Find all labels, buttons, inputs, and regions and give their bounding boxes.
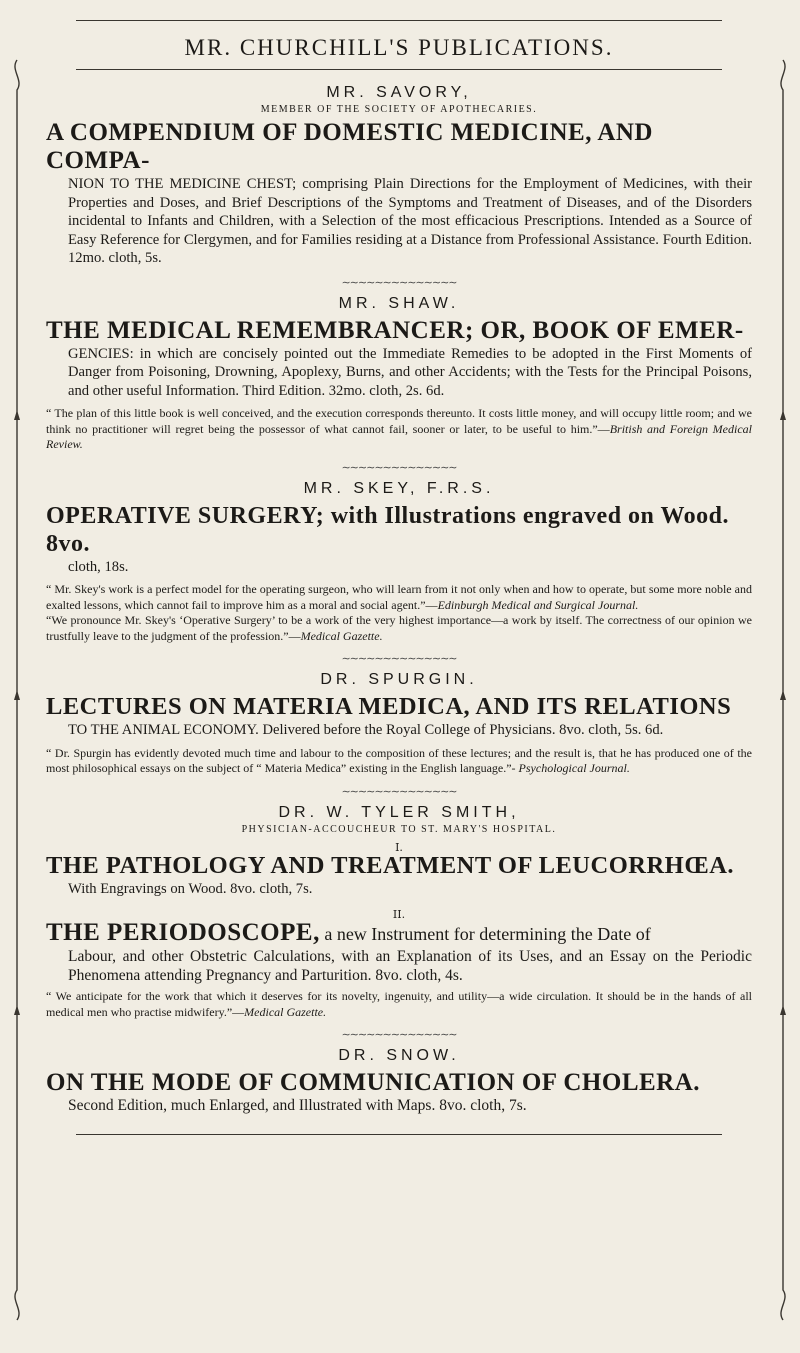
- section-divider: ∼∼∼∼∼∼∼∼∼∼∼∼∼∼: [341, 1028, 457, 1041]
- right-ornamental-border: [772, 0, 794, 1353]
- section-divider: ∼∼∼∼∼∼∼∼∼∼∼∼∼∼: [341, 275, 457, 289]
- left-ornamental-border: [6, 0, 28, 1353]
- item-numeral: I.: [395, 840, 403, 854]
- book-description: NION TO THE MEDICINE CHEST; comprising Plain Directions for the Employment of Medicines, with their Properties and Doses, and Brief Descriptions of the Symptoms and Treatment of Diseases, and of the Disorders incidental to Infants and Children, with a Selection of the most efficacious Prescriptions. Intended as a Source of Easy Reference for Clergymen, and for Families residing at a Distance from Professional Assistance. Fourth Edition. 12mo. cloth, 5s.: [68, 176, 752, 266]
- item-numeral: II.: [392, 908, 406, 921]
- entry-skey: [46, 480, 752, 645]
- entry-shaw: [46, 295, 752, 453]
- quote-text: “ The plan of this little book is well conceived, and the execution corresponds thereunto. It costs little money, and will occupy little room; and we think no practitioner will regret being the possessor of what cannot fail, sooner or later, to be useful to him.”—: [46, 406, 752, 436]
- quote-text: “ Mr. Skey's work is a perfect model for the operating surgeon, who will learn from it not only when and how to operate, but some more noble and exalted lessons, which cannot fail to improve him as a moral and social agent.”—: [46, 582, 752, 612]
- quote-text: “We pronounce Mr. Skey's ‘Operative Surgery’ to be a work of the very highest importance—a work by itself. The correctness of our opinion we trustfully leave to the judgment of the profession.”—: [46, 613, 752, 643]
- header-top-rule: [76, 20, 722, 21]
- book-description: GENCIES: in which are concisely pointed out the Immediate Remedies to be adopted in the First Moments of Danger from Poisoning, Drowning, Apoplexy, Burns, and other Accidents; with the Tests for the Principal Poisons, and other useful Information. Third Edition. 32mo. cloth, 2s. 6d.: [68, 345, 752, 399]
- quote-source: Medical Gazette.: [300, 628, 383, 643]
- book-title: LECTURES ON MATERIA MEDICA, AND ITS RELATIONS: [46, 693, 732, 720]
- author-affiliation: PHYSICIAN-ACCOUCHEUR TO ST. MARY'S HOSPITAL.: [241, 823, 557, 835]
- quote-source: Edinburgh Medical and Surgical Journal.: [437, 597, 639, 612]
- entry-tyler-smith: [46, 804, 752, 1021]
- footer-rule: [76, 1134, 722, 1135]
- entry-spurgin: [46, 671, 752, 777]
- page-header: MR. CHURCHILL'S PUBLICATIONS.: [184, 35, 614, 60]
- review-quote: [46, 613, 752, 644]
- author-name: DR. SNOW.: [338, 1047, 460, 1064]
- quote-source: Psychological Journal.: [518, 761, 630, 775]
- book-description: Labour, and other Obstetric Calculations, with an Explanation of its Uses, and an Essay on the Periodic Phenomena attending Pregnancy and Parturition. 8vo. cloth, 4s.: [68, 948, 752, 984]
- section-divider: ∼∼∼∼∼∼∼∼∼∼∼∼∼∼: [341, 460, 457, 474]
- book-description: cloth, 18s.: [68, 558, 129, 575]
- book-title: THE MEDICAL REMEMBRANCER; OR, BOOK OF EMER-: [46, 316, 744, 344]
- header-bottom-rule: [76, 69, 722, 70]
- author-affiliation: MEMBER OF THE SOCIETY OF APOTHECARIES.: [260, 104, 538, 115]
- author-name: DR. W. TYLER SMITH,: [278, 803, 520, 821]
- entry-savory: [46, 84, 752, 268]
- book-title: THE PATHOLOGY AND TREATMENT OF LEUCORRHŒA.: [46, 851, 735, 879]
- quote-source: Medical Gazette.: [244, 1004, 327, 1019]
- book-description: Second Edition, much Enlarged, and Illustrated with Maps. 8vo. cloth, 7s.: [68, 1097, 527, 1114]
- book-description: TO THE ANIMAL ECONOMY. Delivered before the Royal College of Physicians. 8vo. cloth, 5s. 6d.: [68, 722, 664, 738]
- book-title: OPERATIVE SURGERY; with Illustrations engraved on Wood. 8vo.: [46, 502, 729, 557]
- review-quote: [46, 582, 752, 613]
- section-divider: ∼∼∼∼∼∼∼∼∼∼∼∼∼∼: [341, 784, 457, 798]
- author-name: DR. SPURGIN.: [320, 671, 478, 688]
- book-title-line: [46, 919, 752, 947]
- section-divider: ∼∼∼∼∼∼∼∼∼∼∼∼∼∼: [341, 652, 457, 665]
- catalogue-page: [46, 14, 752, 1135]
- quote-text: “ Dr. Spurgin has evidently devoted much time and labour to the composition of these lectures; and the result is, that he has produced one of the most philosophical essays on the subject of “ Materia Medica” existing in the English language.”-: [46, 745, 752, 775]
- review-quote: [46, 746, 752, 777]
- author-name: MR. SHAW.: [338, 294, 460, 312]
- author-name: MR. SKEY, F.R.S.: [303, 479, 495, 497]
- book-description: With Engravings on Wood. 8vo. cloth, 7s.: [68, 880, 313, 897]
- author-name: MR. SAVORY,: [326, 84, 472, 101]
- review-quote: [46, 989, 752, 1020]
- review-quote: [46, 406, 752, 453]
- book-title: ON THE MODE OF COMMUNICATION OF CHOLERA.: [46, 1069, 701, 1096]
- book-title: A COMPENDIUM OF DOMESTIC MEDICINE, AND COMPA-: [46, 119, 653, 174]
- quote-source: British and Foreign Medical Review.: [46, 421, 752, 451]
- book-title: THE PERIODOSCOPE,: [46, 919, 320, 946]
- quote-text: “ We anticipate for the work that which it deserves for its novelty, ingenuity, and utility—a wide circulation. It should be in the hands of all medical men who practise midwifery.”—: [46, 989, 752, 1019]
- book-title-continued: a new Instrument for determining the Date of: [319, 924, 651, 944]
- entry-snow: [46, 1047, 752, 1116]
